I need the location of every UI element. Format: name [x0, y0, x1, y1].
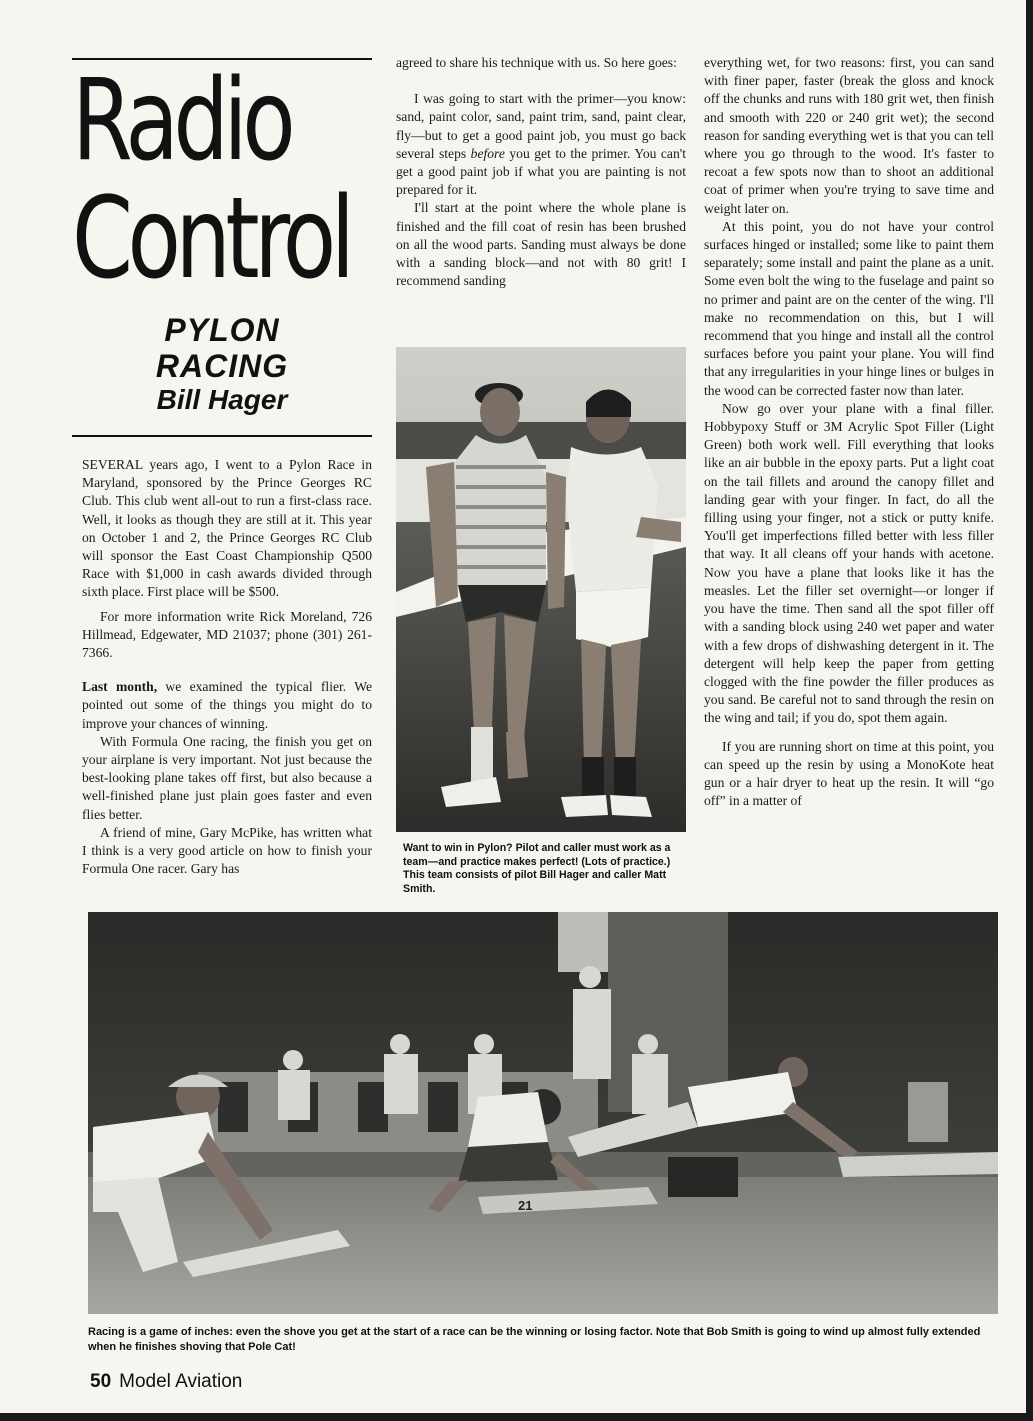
- paragraph: At this point, you do not have your control surfaces hinged or installed; some like to paint them separately; some install and paint the plane as a unit. Some even bolt the wing to the fuselage and paint so no primer and paint are on the center of the wing. I'll make no recommendation on this, but I will recommend that you hinge and install all the control surfaces before you paint your plane. You will find that any irregularities in your hinge lines or bulges in the wood can be corrected faster now than later.: [704, 218, 994, 398]
- page-number: 50: [90, 1371, 112, 1392]
- paragraph: A friend of mine, Gary McPike, has written what I think is a very good article on how to finish your Formula One racer. Gary has: [82, 824, 372, 877]
- column-name: PYLON RACING: [155, 312, 289, 384]
- photo-caption: Want to win in Pylon? Pilot and caller must work as a team—and practice makes perfect! (Lots of practice.) This team consists of pilot Bill Hager and caller Matt Smith.: [403, 842, 671, 895]
- article-column-3: [704, 54, 994, 810]
- headline-line-2: Control: [72, 174, 350, 304]
- paragraph: Last month, we examined the typical flier. We pointed out some of the things you might do to improve your chances of winning.: [82, 679, 372, 731]
- photo-race-start-image: [88, 912, 998, 1314]
- paragraph: With Formula One racing, the finish you get on your airplane is very important. Not just because the best-looking plane takes off first, but also because a well-finished plane just plain goes faster and even flies better.: [82, 733, 372, 822]
- column-kicker: [72, 312, 372, 416]
- photo-pilot-and-caller: [396, 347, 686, 832]
- photo-race-start: [88, 912, 998, 1314]
- headline: [72, 56, 350, 304]
- page-footer: [90, 1371, 242, 1393]
- paragraph: I'll start at the point where the whole plane is finished and the fill coat of resin has been brushed on all the wood parts. Sanding must always be done with a sanding block—and not with 80 grit! I recommend sanding: [396, 200, 686, 289]
- paragraph: agreed to share his technique with us. So here goes:: [396, 55, 677, 70]
- paragraph: Now go over your plane with a final filler. Hobbypoxy Stuff or 3M Acrylic Spot Filler (Light Green) both work well. Fill everything that looks like an air bubble in the epoxy parts. Put a light coat on the tail fillets and around the canopy fillet and landing gear with your finger. In fact, do all the filling using your finger, not a stick or putty knife. You'll get imperfections filled better with less filler that way. It all cleans off your hands with acetone. Now you have a plane that looks like it has the measles. Let the filler set overnight—or longer if you have the time. Then sand all the spot filler off with a sanding block using 240 wet paper and water with a few drops of dishwashing detergent in it. The detergent will help keep the paper from getting clogged with the fine powder the filler produces as you sand. Be careful not to sand through the resin on the wing and tail; if you do, spot them again.: [704, 400, 994, 726]
- paragraph: SEVERAL years ago, I went to a Pylon Race in Maryland, sponsored by the Prince Georges RC Club. This club went all-out to run a first-class race. Well, it looks as though they are still at it. This year on October 1 and 2, the Prince Georges RC Club will sponsor the East Coast Championship Q500 Race with $1,000 in cash awards divided through sixth place. First place will be $500.: [82, 457, 372, 600]
- paragraph: If you are running short on time at this point, you can speed up the resin by using a MonoKote heat gun or a hair dryer to heat up the resin. It will “go off” in a matter of: [704, 738, 994, 809]
- headline-line-1: Radio: [72, 56, 291, 186]
- author-byline: Bill Hager: [156, 384, 288, 415]
- magazine-name: Model Aviation: [119, 1371, 243, 1392]
- paragraph: everything wet, for two reasons: first, you can sand with finer paper, faster (break the gloss and knock off the chunks and runs with 180 grit wet, then finish and smooth with 220 or 240 grit wet); the second reason for sanding everything wet is that you can tell where you go through to the wood. It's faster to recoat a few spots now than to shoot an additional coat of primer when you're trying to save time and weight later on.: [704, 55, 994, 216]
- photo-pilot-and-caller-image: [396, 347, 686, 832]
- article-column-1: [82, 456, 372, 878]
- photo-caption: Racing is a game of inches: even the shove you get at the start of a race can be the winning or losing factor. Note that Bob Smith is going to wind up almost fully extended when he finishes shoving that Pole Cat!: [88, 1326, 981, 1353]
- paragraph: I was going to start with the primer—you know: sand, paint color, sand, paint trim, sand, paint clear, fly—but to get a good paint job, you must go back several steps before you get to the primer. You can't get a good paint job if what you are painting is not prepared for it.: [396, 91, 686, 198]
- paragraph-lead: Last month,: [82, 679, 158, 695]
- headline-bottom-rule: [72, 435, 372, 437]
- paragraph: For more information write Rick Moreland, 726 Hillmead, Edgewater, MD 21037; phone (301) 261-7366.: [82, 608, 372, 661]
- article-column-2: [396, 54, 686, 290]
- plane-number-label: 21: [518, 1198, 533, 1213]
